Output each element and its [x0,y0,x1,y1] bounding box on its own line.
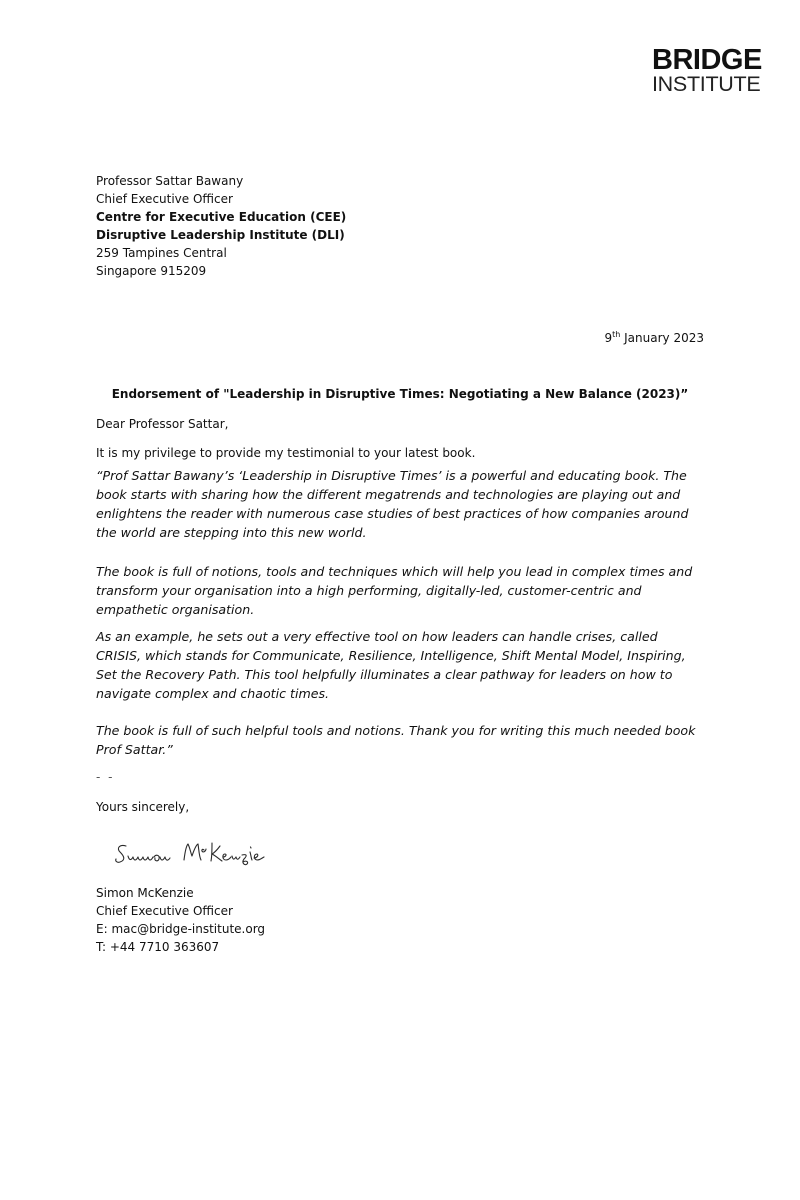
recipient-org-cee: Centre for Executive Education (CEE) [96,210,347,224]
separator-dashes: - - [96,770,115,784]
intro-sentence: It is my privilege to provide my testimonial to your latest book. [96,446,476,460]
bridge-institute-logo [652,44,770,96]
sender-email: E: mac@bridge-institute.org [96,922,266,936]
logo-line-institute: INSTITUTE [652,72,761,96]
testimonial-paragraph: The book is full of notions, tools and techniques which will help you lead in complex times and transform your organisation into a high performing, digitally-led, customer-centric and empathetic organisation. [96,564,693,617]
signature-icon [112,836,282,872]
recipient-street: 259 Tampines Central [96,246,227,260]
logo-line-bridge: BRIDGE [652,44,762,76]
recipient-city: Singapore 915209 [96,264,207,278]
closing-line: Yours sincerely, [96,800,190,814]
date-suffix: th [612,330,621,339]
sender-phone: T: +44 7710 363607 [96,940,220,954]
sender-details [96,884,265,956]
recipient-org-dli: Disruptive Leadership Institute (DLI) [96,228,345,242]
testimonial-paragraph: The book is full of such helpful tools and notions. Thank you for writing this much needed book Prof Sattar.” [96,723,696,757]
sender-name: Simon McKenzie [96,886,194,900]
recipient-title: Chief Executive Officer [96,192,233,206]
letter-date [604,331,704,345]
recipient-name: Professor Sattar Bawany [96,174,244,188]
recipient-address [96,172,346,280]
date-day: 9 [604,331,613,345]
date-month-year: January 2023 [620,331,704,345]
subject-line: Endorsement of "Leadership in Disruptive Times: Negotiating a New Balance (2023)” [111,387,689,401]
testimonial-paragraph: “Prof Sattar Bawany’s ‘Leadership in Disruptive Times’ is a powerful and educating book. The book starts with sharing how the different megatrends and technologies are playing out and enlightens the reader with numerous case studies of best practices of how companies around the world are stepping into this new world. [96,468,689,540]
testimonial-paragraph: As an example, he sets out a very effective tool on how leaders can handle crises, called CRISIS, which stands for Communicate, Resilience, Intelligence, Shift Mental Model, Inspiring, Set the Recovery Path. This tool helpfully illuminates a clear pathway for leaders on how to navigate complex and chaotic times. [96,629,686,701]
sender-title: Chief Executive Officer [96,904,233,918]
salutation: Dear Professor Sattar, [96,417,229,431]
